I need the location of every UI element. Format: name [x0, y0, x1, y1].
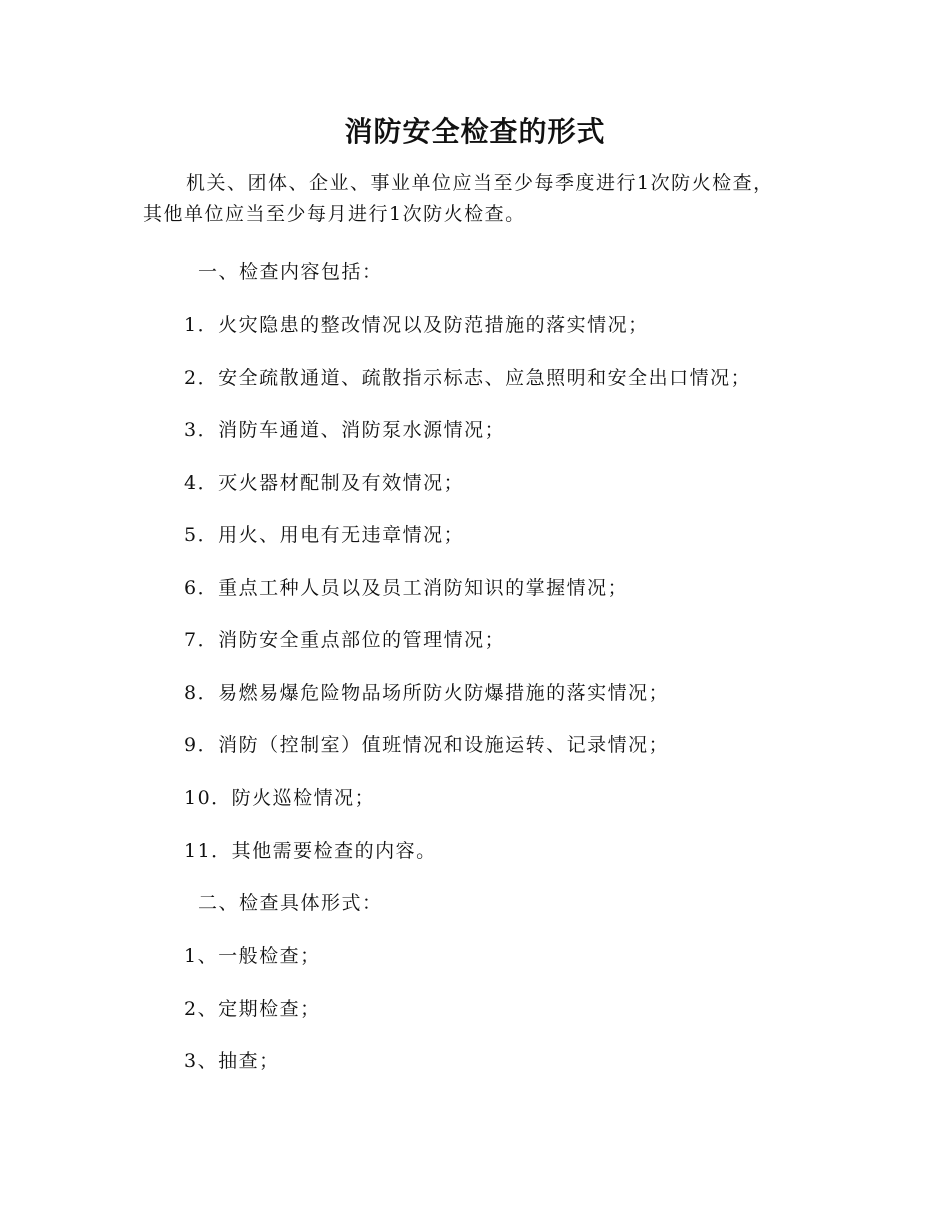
intro-paragraph: 机关、团体、企业、事业单位应当至少每季度进行1次防火检查，其他单位应当至少每月进行1次防火检查。	[143, 172, 774, 225]
list-item: 1、一般检查；	[184, 945, 321, 967]
list-item: 4．灭火器材配制及有效情况；	[184, 472, 465, 494]
list-item: 8．易燃易爆危险物品场所防火防爆措施的落实情况；	[184, 682, 670, 704]
section1-heading: 一、检查内容包括：	[198, 261, 383, 283]
list-item: 3、抽查；	[184, 1050, 280, 1072]
list-item: 5．用火、用电有无违章情况；	[184, 524, 465, 546]
list-item: 1．火灾隐患的整改情况以及防范措施的落实情况；	[184, 314, 649, 336]
document-title: 消防安全检查的形式	[344, 115, 606, 148]
list-item: 2、定期检查；	[184, 998, 321, 1020]
list-item: 2．安全疏散通道、疏散指示标志、应急照明和安全出口情况；	[184, 367, 752, 389]
list-item: 6．重点工种人员以及员工消防知识的掌握情况；	[184, 577, 629, 599]
list-item: 9．消防（控制室）值班情况和设施运转、记录情况；	[184, 734, 670, 756]
list-item: 11．其他需要检查的内容。	[184, 840, 437, 862]
section2-heading: 二、检查具体形式：	[198, 892, 383, 914]
list-item: 7．消防安全重点部位的管理情况；	[184, 629, 506, 651]
list-item: 3．消防车通道、消防泵水源情况；	[184, 419, 506, 441]
list-item: 10．防火巡检情况；	[184, 787, 376, 809]
